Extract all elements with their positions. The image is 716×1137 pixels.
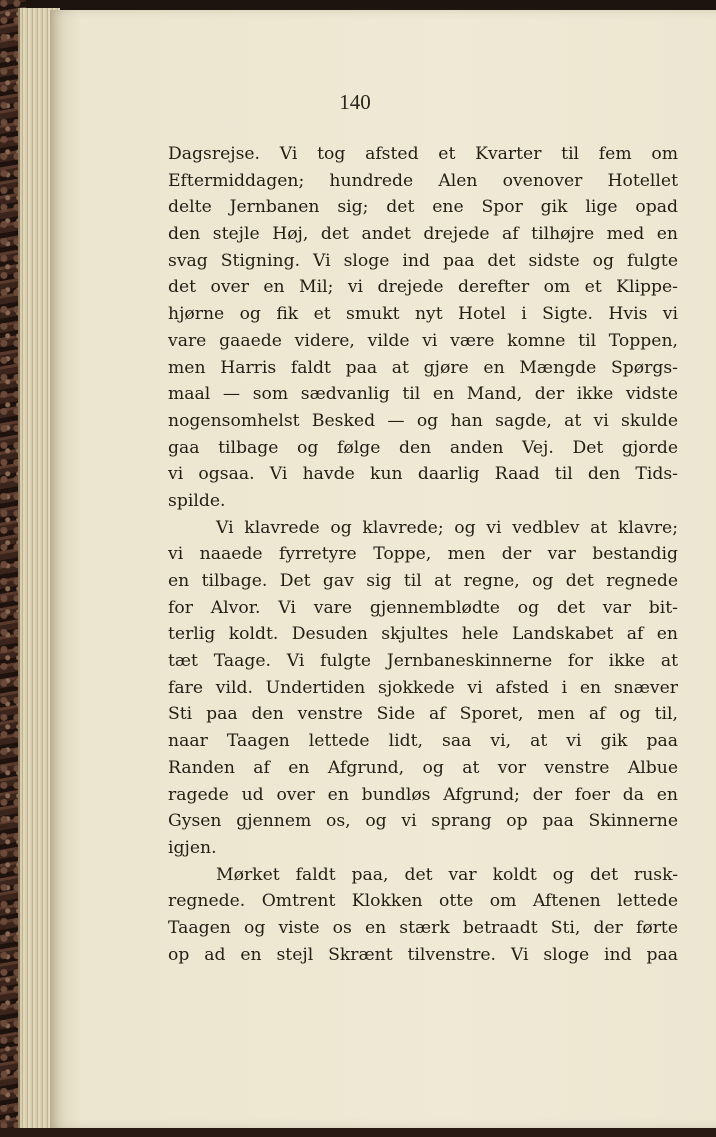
- text-line: Mørket faldt paa, det var koldt og det rusk-: [216, 864, 678, 885]
- page-number: 140: [339, 90, 371, 114]
- text-line: Taagen og viste os en stærk betraadt Sti, der førte: [168, 917, 678, 938]
- text-line: naar Taagen lettede lidt, saa vi, at vi gik paa: [168, 731, 678, 752]
- book-top-edge: [0, 0, 716, 10]
- text-line: vare gaaede videre, vilde vi være komne til Toppen,: [168, 330, 678, 351]
- text-line: Vi klavrede og klavrede; og vi vedblev at klavre;: [216, 517, 678, 538]
- text-line: hjørne og fik et smukt nyt Hotel i Sigte. Hvis vi: [168, 304, 678, 325]
- text-line: spilde.: [168, 490, 226, 511]
- text-line: en tilbage. Det gav sig til at regne, og det regnede: [168, 571, 678, 591]
- text-line: op ad en stejl Skrænt tilvenstre. Vi sloge ind paa: [168, 944, 678, 965]
- text-line: den stejle Høj, det andet drejede af tilhøjre med en: [168, 224, 678, 245]
- text-line: tæt Taage. Vi fulgte Jernbaneskinnerne for ikke at: [168, 651, 678, 672]
- text-line: Eftermiddagen; hundrede Alen ovenover Hotellet: [168, 170, 678, 191]
- text-line: delte Jernbanen sig; det ene Spor gik lige opad: [168, 197, 678, 218]
- text-line: igjen.: [168, 837, 217, 858]
- text-line: Randen af en Afgrund, og at vor venstre Albue: [168, 757, 678, 778]
- text-line: maal — som sædvanlig til en Mand, der ikke vidste: [168, 384, 678, 405]
- text-line: men Harris faldt paa at gjøre en Mængde Spørgs-: [168, 357, 678, 378]
- text-line: ragede ud over en bundløs Afgrund; der foer da en: [168, 784, 678, 805]
- text-line: Sti paa den venstre Side af Sporet, men af og til,: [168, 704, 678, 725]
- text-line: nogensomhelst Besked — og han sagde, at vi skulde: [168, 410, 678, 431]
- body-text: [168, 141, 678, 968]
- text-line: vi ogsaa. Vi havde kun daarlig Raad til den Tids-: [168, 464, 678, 485]
- text-line: svag Stigning. Vi sloge ind paa det sidste og fulgte: [168, 250, 678, 271]
- text-line: det over en Mil; vi drejede derefter om et Klippe-: [168, 277, 678, 298]
- book-bottom-edge: [0, 1128, 716, 1137]
- text-line: gaa tilbage og følge den anden Vej. Det gjorde: [168, 437, 678, 458]
- text-line: regnede. Omtrent Klokken otte om Aftenen lettede: [168, 891, 678, 912]
- text-line: for Alvor. Vi vare gjennemblødte og det var bit-: [168, 597, 678, 618]
- text-line: vi naaede fyrretyre Toppe, men der var bestandig: [168, 544, 678, 565]
- text-line: fare vild. Undertiden sjokkede vi afsted i en snæver: [168, 677, 678, 698]
- text-line: terlig koldt. Desuden skjultes hele Landskabet af en: [168, 624, 678, 645]
- text-line: Dagsrejse. Vi tog afsted et Kvarter til fem om: [168, 144, 678, 164]
- text-line: Gysen gjennem os, og vi sprang op paa Skinnerne: [168, 811, 678, 832]
